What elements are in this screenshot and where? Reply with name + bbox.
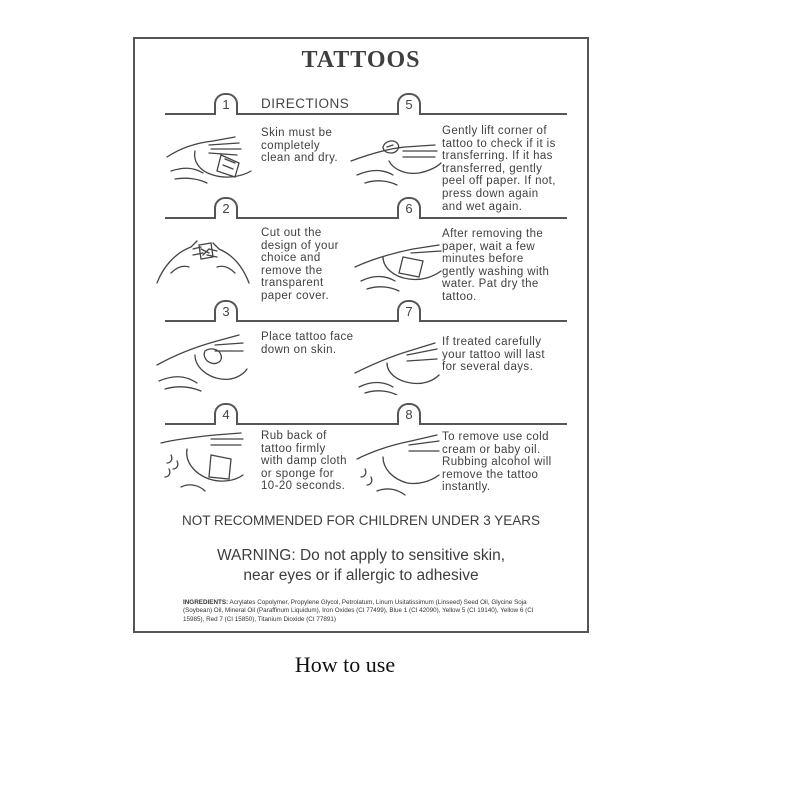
divider-row-4 bbox=[165, 423, 365, 425]
divider-row-3 bbox=[165, 320, 365, 322]
hand-placing-icon bbox=[155, 325, 255, 393]
hand-wiping-icon bbox=[165, 127, 261, 189]
step-3-text: Place tattoo face down on skin. bbox=[261, 331, 354, 356]
step-8-text: To remove use cold cream or baby oil. Rubbing alcohol will remove the tattoo instantly. bbox=[442, 431, 552, 494]
divider-row-3-right bbox=[363, 320, 567, 322]
step-1-text: Skin must be completely clean and dry. bbox=[261, 127, 338, 165]
step-number-7: 7 bbox=[397, 300, 421, 322]
warning-line-1: WARNING: Do not apply to sensitive skin, bbox=[217, 547, 505, 564]
hands-cutting-icon bbox=[153, 227, 253, 289]
warning-notice bbox=[135, 546, 587, 586]
ingredients-label: INGREDIENTS: bbox=[183, 599, 229, 606]
age-notice: NOT RECOMMENDED FOR CHILDREN UNDER 3 YEARS bbox=[181, 513, 541, 528]
ingredients-list bbox=[183, 599, 553, 624]
hand-washing-icon bbox=[353, 227, 449, 293]
divider-row-4-right bbox=[363, 423, 567, 425]
warning-line-2: near eyes or if allergic to adhesive bbox=[243, 567, 479, 584]
instruction-sheet bbox=[133, 37, 589, 633]
step-number-4: 4 bbox=[214, 403, 238, 425]
step-number-1: 1 bbox=[214, 93, 238, 115]
step-number-2: 2 bbox=[214, 197, 238, 219]
sheet-title: TATTOOS bbox=[301, 47, 421, 73]
hand-resting-icon bbox=[353, 329, 449, 395]
divider-row-2 bbox=[165, 217, 365, 219]
step-4-text: Rub back of tattoo firmly with damp cloth or sponge for 10-20 seconds. bbox=[261, 430, 347, 493]
hand-peeling-icon bbox=[349, 125, 449, 189]
step-number-6: 6 bbox=[397, 197, 421, 219]
image-caption: How to use bbox=[294, 652, 396, 677]
step-number-8: 8 bbox=[397, 403, 421, 425]
divider-row-1-right bbox=[363, 113, 567, 115]
step-number-5: 5 bbox=[397, 93, 421, 115]
divider-row-1 bbox=[165, 113, 365, 115]
step-6-text: After removing the paper, wait a few minutes before gently washing with water. Pat dry the tattoo. bbox=[442, 228, 550, 303]
divider-row-2-right bbox=[363, 217, 567, 219]
step-7-text: If treated carefully your tattoo will last for several days. bbox=[442, 336, 545, 374]
step-2-text: Cut out the design of your choice and remove the transparent paper cover. bbox=[261, 227, 339, 302]
hand-rubbing-icon bbox=[159, 429, 253, 495]
directions-heading: DIRECTIONS bbox=[261, 96, 350, 111]
step-5-text: Gently lift corner of tattoo to check if it is transferring. If it has transferred, gently peel off paper. If not, press down again and wet again. bbox=[442, 125, 556, 213]
step-number-3: 3 bbox=[214, 300, 238, 322]
ingredients-text: Acrylates Copolymer, Propylene Glycol, Petrolatum, Linum Usitatissimum (Linseed) Seed Oil, Glycine Soja (Soybean) Oil, Mineral Oil (Paraffinum Liquidum), Iron Oxides (CI 77499), Blue 1 (CI 42090), Yellow 5 (CI 19140), Yellow 6 (CI 15985), Red 7 (CI 15850), Titanium Dioxide (CI 77891) bbox=[183, 599, 534, 623]
hand-removing-icon bbox=[355, 429, 449, 497]
